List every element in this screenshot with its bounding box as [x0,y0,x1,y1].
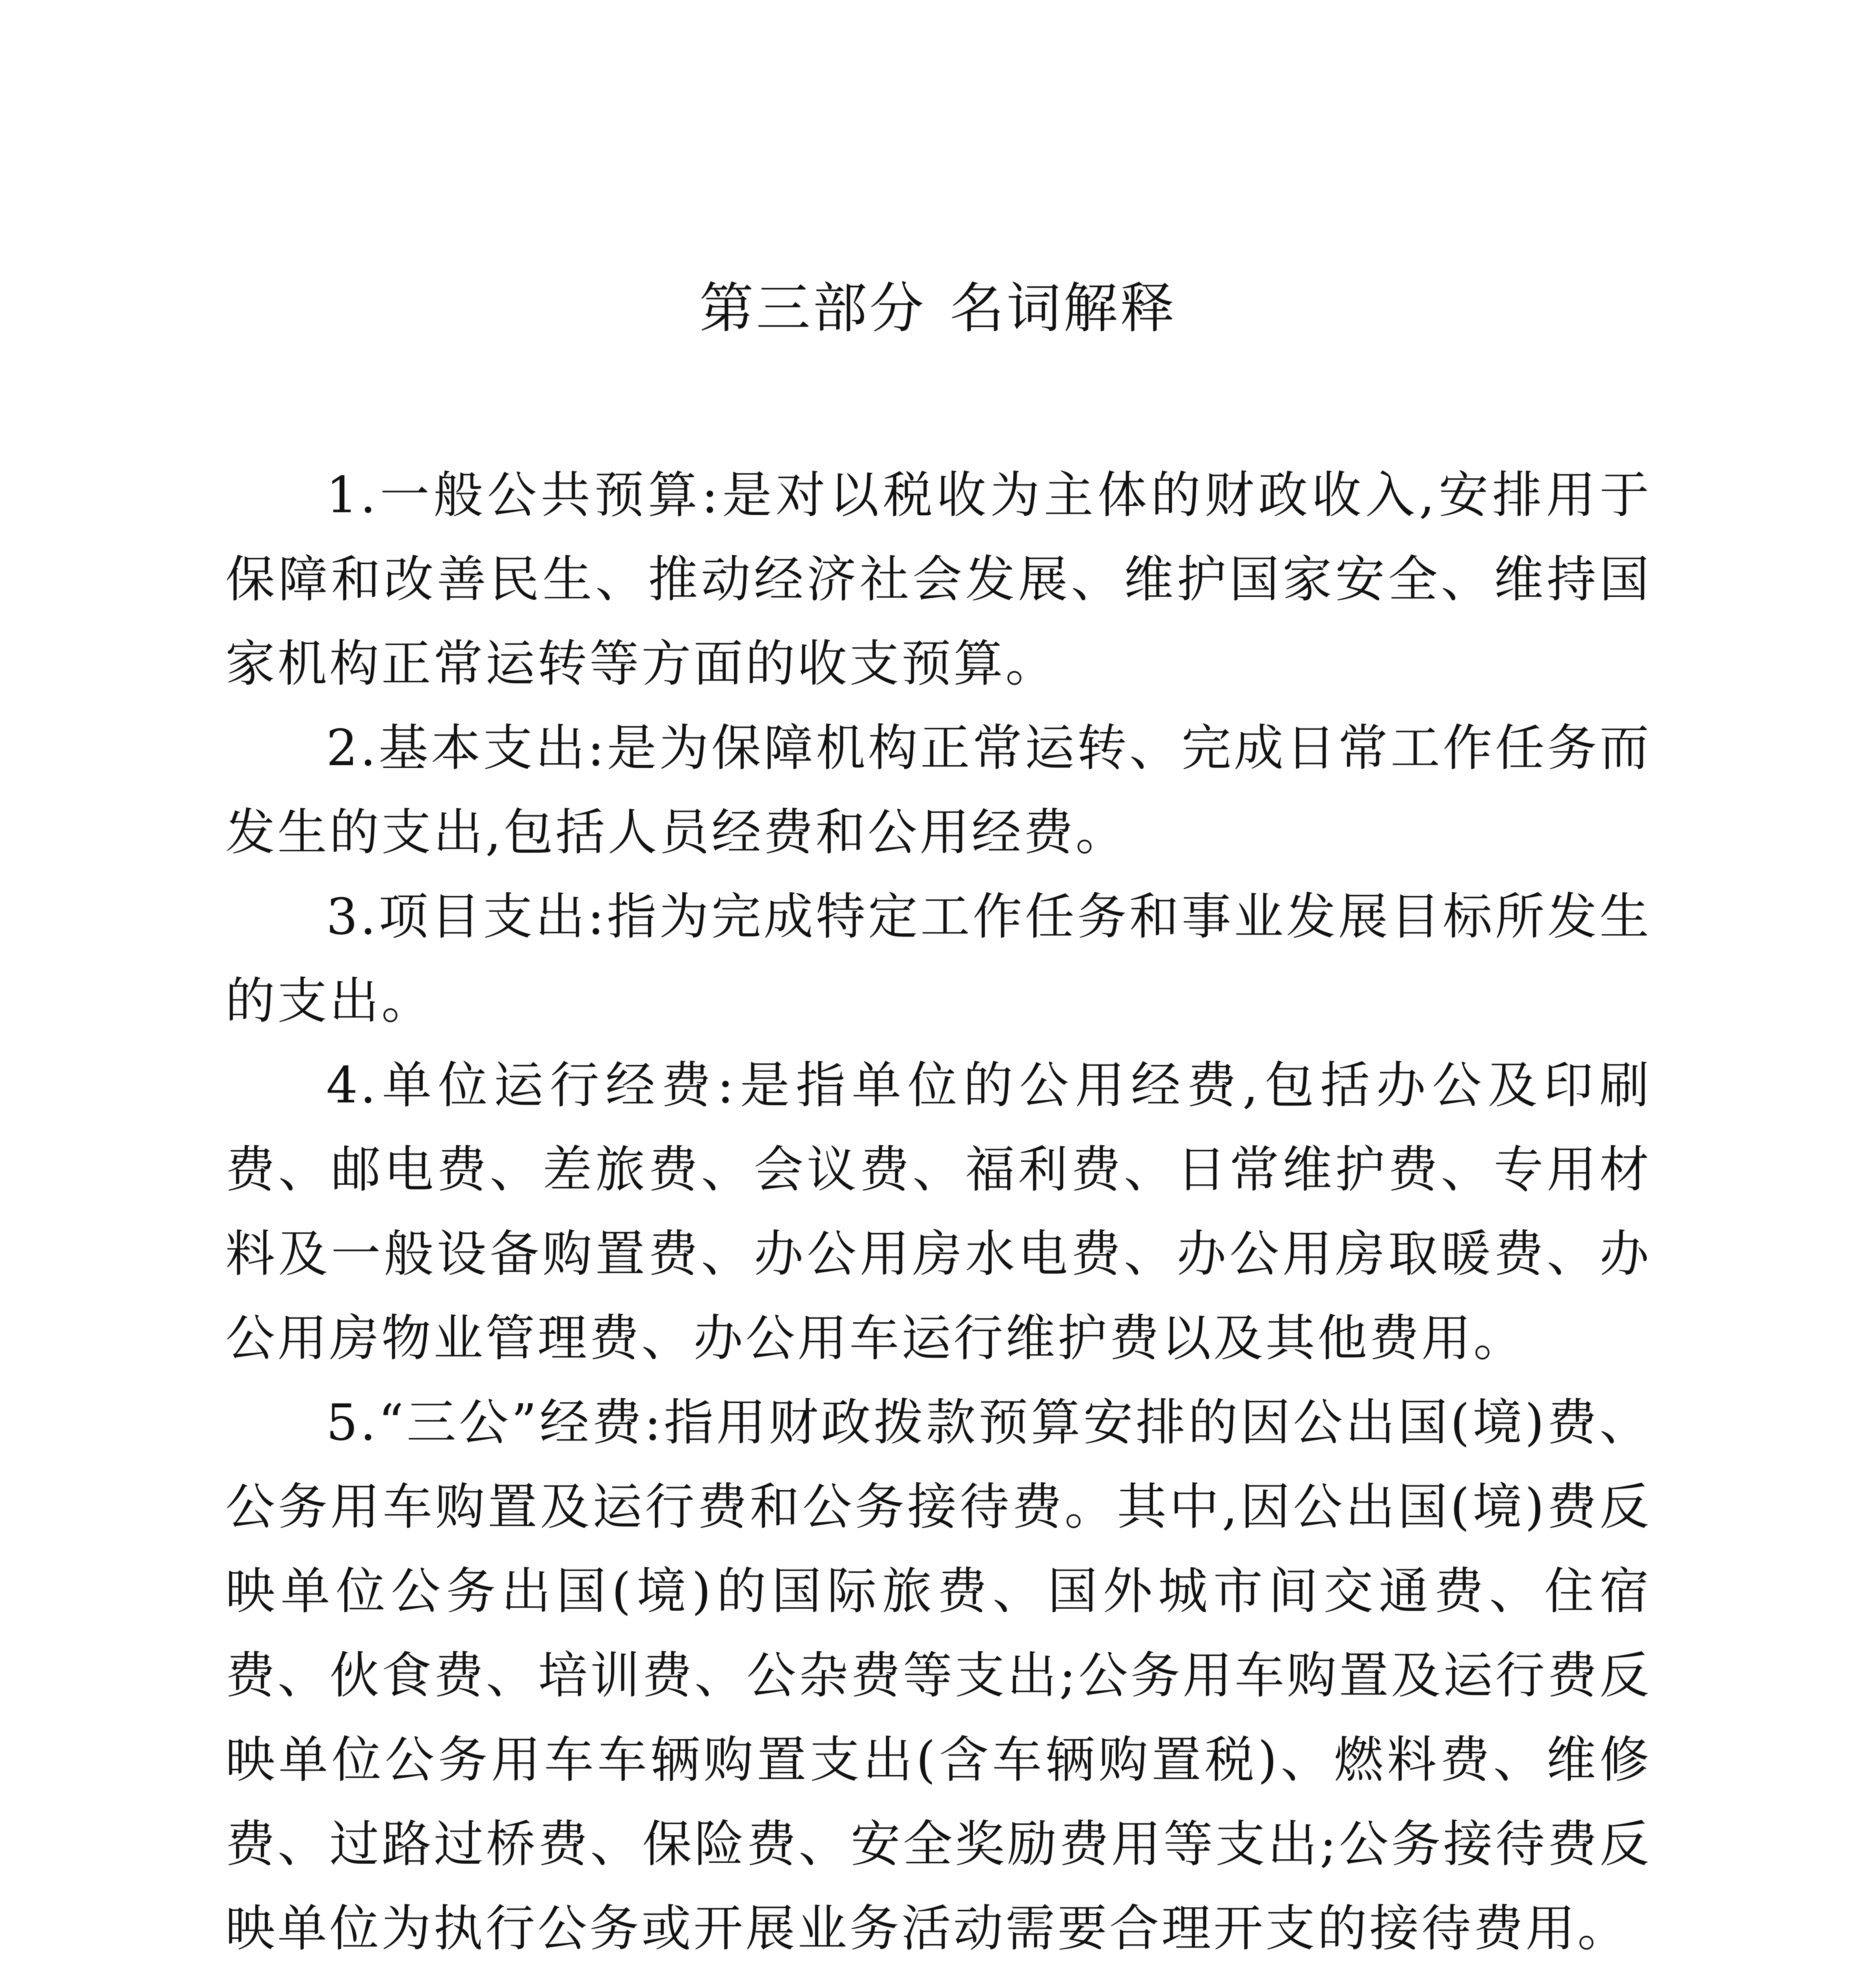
title-part: 第三部分 [699,277,926,340]
glossary-body [225,453,1651,1970]
glossary-item-general-public-budget: 1.一般公共预算:是对以税收为主体的财政收入,安排用于保障和改善民生、推动经济社会发展、维护国家安全、维持国家机构正常运转等方面的收支预算。 [225,466,1651,693]
glossary-item-project-expenditure: 3.项目支出:指为完成特定工作任务和事业发展目标所发生的支出。 [225,888,1651,1030]
glossary-item-basic-expenditure: 2.基本支出:是为保障机构正常运转、完成日常工作任务而发生的支出,包括人员经费和公用经费。 [225,719,1651,861]
glossary-item-three-public-expenses: 5.“三公”经费:指用财政拨款预算安排的因公出国(境)费、公务用车购置及运行费和公务接待费。其中,因公出国(境)费反映单位公务出国(境)的国际旅费、国外城市间交通费、住宿费、伙食费、培训费、公杂费等支出;公务用车购置及运行费反映单位公务用车车辆购置支出(含车辆购置税)、燃料费、维修费、过路过桥费、保险费、安全奖励费用等支出;公务接待费反映单位为执行公务或开展业务活动需要合理开支的接待费用。 [225,1394,1651,1957]
title-name: 名词解释 [950,277,1177,340]
glossary-item-operating-expenses: 4.单位运行经费:是指单位的公用经费,包括办公及印刷费、邮电费、差旅费、会议费、福利费、日常维护费、专用材料及一般设备购置费、办公用房水电费、办公用房取暖费、办公用房物业管理费、办公用车运行维护费以及其他费用。 [225,1056,1651,1367]
page-title [0,276,1876,341]
